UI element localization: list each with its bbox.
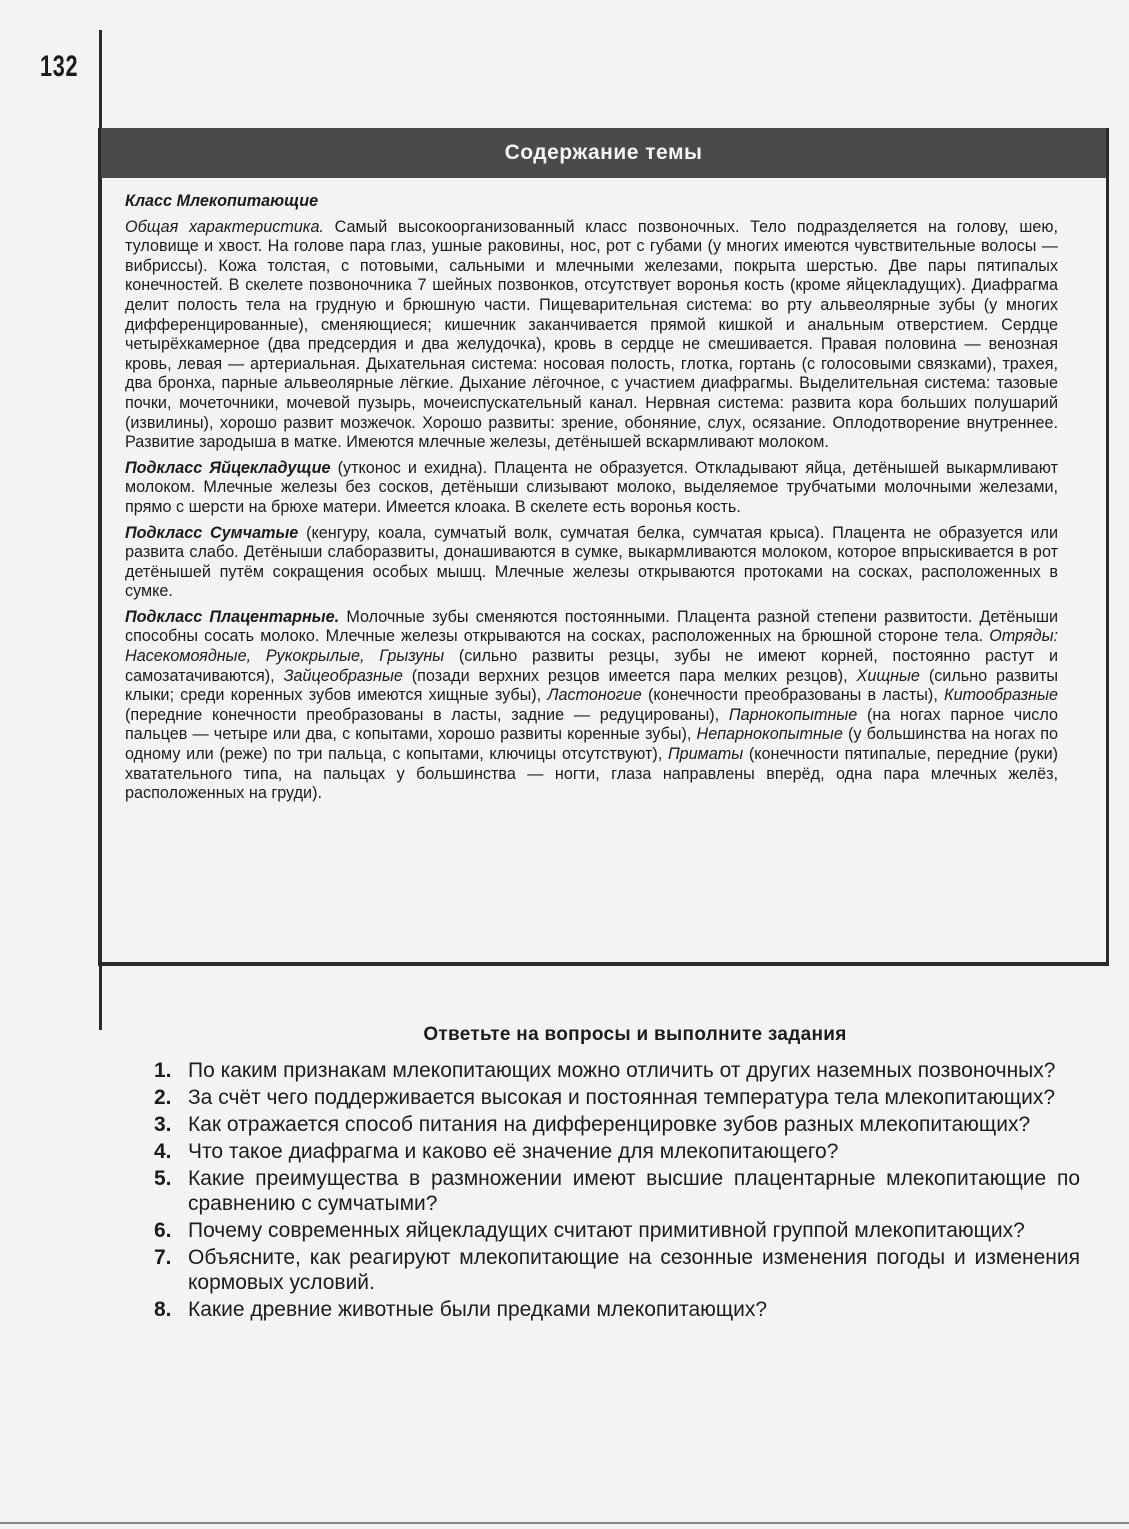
question-text: Какие древние животные были предками млекопитающих? (188, 1298, 768, 1321)
question-text: Что такое диафрагма и каково её значение для млекопитающего? (188, 1140, 839, 1163)
order-cetaceans: Китообразные (944, 686, 1058, 705)
general-characteristics (125, 218, 1058, 453)
subclass-placentals (125, 608, 1058, 804)
placentals-text: (на ногах парное число пальцев — четыре или два, с копытами, хорошо развиты коренные зубы), (125, 705, 1058, 744)
question-text: Как отражается способ питания на дифференцировке зубов разных млекопитающих? (188, 1113, 1031, 1136)
question-item (150, 1112, 1080, 1137)
question-number: 1. (154, 1059, 172, 1082)
monotremes-lead: Подкласс Яйцекладущие (125, 458, 331, 477)
order-pinnipeds: Ластоногие (547, 686, 642, 705)
theme-summary-box (98, 128, 1109, 966)
question-item (150, 1085, 1080, 1110)
question-number: 6. (154, 1219, 172, 1242)
order-primates: Приматы (667, 745, 744, 764)
question-item (150, 1058, 1080, 1083)
questions-list (150, 1058, 1080, 1322)
order-lagomorphs: Зайцеобразные (283, 666, 403, 685)
question-number: 3. (154, 1113, 172, 1136)
question-text: Почему современных яйцекладущих считают примитивной группой млекопитающих? (188, 1219, 1025, 1242)
class-title: Класс Млекопитающие (125, 192, 319, 210)
order-perissodactyls: Непарнокопытные (696, 725, 843, 744)
placentals-text: (конечности пятипалые, передние (руки) хватательного типа, на пальцах у большинства — ногти, глаза направлены вперёд, одна пара млечных желёз, расположенных на груди). (125, 745, 1059, 803)
placentals-text: Молочные зубы сменяются постоянными. Плацента разной степени развитости. Детёныши способны сосать молоко. Млечные железы открываются на сосках, расположенных на брюшной стороне тела. (125, 607, 1058, 646)
page-number: 132 (40, 50, 79, 83)
question-text: По каким признакам млекопитающих можно отличить от других наземных позвоночных? (188, 1059, 1056, 1082)
question-item (150, 1218, 1080, 1243)
order-carnivores: Хищные (856, 666, 920, 685)
marsupials-lead: Подкласс Сумчатые (125, 523, 299, 542)
placentals-text: (сильно развиты клыки; среди коренных зубов имеются хищные зубы), (125, 666, 1058, 705)
question-number: 2. (154, 1086, 172, 1109)
questions-title: Ответьте на вопросы и выполните задания (423, 1024, 847, 1045)
placentals-text: (позади верхних резцов имеется пара мелких резцов), (402, 666, 857, 685)
question-number: 7. (154, 1246, 172, 1269)
question-item (150, 1245, 1080, 1295)
general-text: Самый высокоорганизованный класс позвоночных. Тело подразделяется на голову, шею, туловище и хвост. На голове пара глаз, ушные раковины, нос, рот с губами (у многих имеются чувствительные волосы — вибриссы). Кожа толстая, с потовыми, сальными и млечными железами, покрыта шерстью. Две пары пятипалых конечностей. В скелете позвоночника 7 шейных позвонков, отсутствует воронья кость (кроме яйцекладущих). Диафрагма делит полость тела на грудную и брюшную части. Пищеварительная система: во рту альвеолярные зубы (у многих дифференцированные), сменяющиеся; кишечник заканчивается прямой кишкой и анальным отверстием. Сердце четырёхкамерное (два предсердия и два желудочка), кровь в сердце не смешивается. Правая половина — венозная кровь, левая — артериальная. Дыхательная система: носовая полость, глотка, гортань (с голосовыми связками), трахея, два бронха, парные альвеолярные лёгкие. Дыхание лёгочное, с участием диафрагмы. Выделительная система: тазовые почки, мочеточники, мочевой пузырь, мочеиспускательный канал. Нервная система: развита кора больших полушарий (извилины), хорошо развит мозжечок. Хорошо развиты: зрение, обоняние, слух, осязание. Оплодотворение внутреннее. Развитие зародыша в матке. Имеются млечные железы, детёнышей вскармливают молоком. (125, 217, 1058, 452)
placentals-text: (конечности преобразованы в ласты), (641, 686, 945, 705)
question-text: Объясните, как реагируют млекопитающие на сезонные изменения погоды и изменения кормовых условий. (188, 1246, 1080, 1294)
question-number: 4. (154, 1140, 172, 1163)
order-artiodactyls: Парнокопытные (728, 705, 858, 724)
question-item (150, 1166, 1080, 1216)
question-item (150, 1139, 1080, 1164)
subclass-monotremes (125, 459, 1058, 518)
subclass-marsupials (125, 524, 1058, 602)
question-number: 5. (154, 1167, 172, 1190)
question-text: За счёт чего поддерживается высокая и постоянная температура тела млекопитающих? (188, 1086, 1056, 1109)
orders-insectivores-bats-rodents: Отряды: Насекомоядные, Рукокрылые, Грызуны (125, 627, 1058, 666)
question-item (150, 1297, 1080, 1322)
placentals-text: (у большинства на ногах по одному или (реже) по три пальца, с копытами, ключицы отсутствуют), (125, 725, 1059, 764)
theme-header: Содержание темы (101, 128, 1106, 178)
bottom-rule (0, 1522, 1129, 1524)
placentals-text: (сильно развиты резцы, зубы не имеют корней, постоянно растут и самозатачиваются), (125, 647, 1058, 685)
questions-section (150, 1024, 1080, 1324)
placentals-text: (передние конечности преобразованы в ласты, задние — редуцированы), (125, 705, 729, 724)
monotremes-text: (утконос и ехидна). Плацента не образуется. Откладывают яйца, детёнышей выкармливают молоком. Млечные железы без сосков, детёныши слизывают молоко, выделяемое трубчатыми молочными железами, прямо с шерсти на брюхе матери. Имеется клоака. В скелете есть воронья кость. (125, 458, 1058, 516)
question-text: Какие преимущества в размножении имеют высшие плацентарные млекопитающие по сравнению с сумчатыми? (188, 1167, 1080, 1215)
marsupials-text: (кенгуру, коала, сумчатый волк, сумчатая белка, сумчатая крыса). Плацента не образуется или развита слабо. Детёныши слаборазвиты, донашиваются в сумке, выкармливаются молоком, которое впрыскивается в рот детёнышей путём сокращения особых мышц. Млечные железы открываются протоками на сосках, расположенных в сумке. (125, 523, 1058, 601)
question-number: 8. (154, 1298, 172, 1321)
general-lead: Общая характеристика. (125, 217, 324, 236)
theme-body (101, 178, 1106, 804)
placentals-lead: Подкласс Плацентарные. (125, 607, 340, 626)
